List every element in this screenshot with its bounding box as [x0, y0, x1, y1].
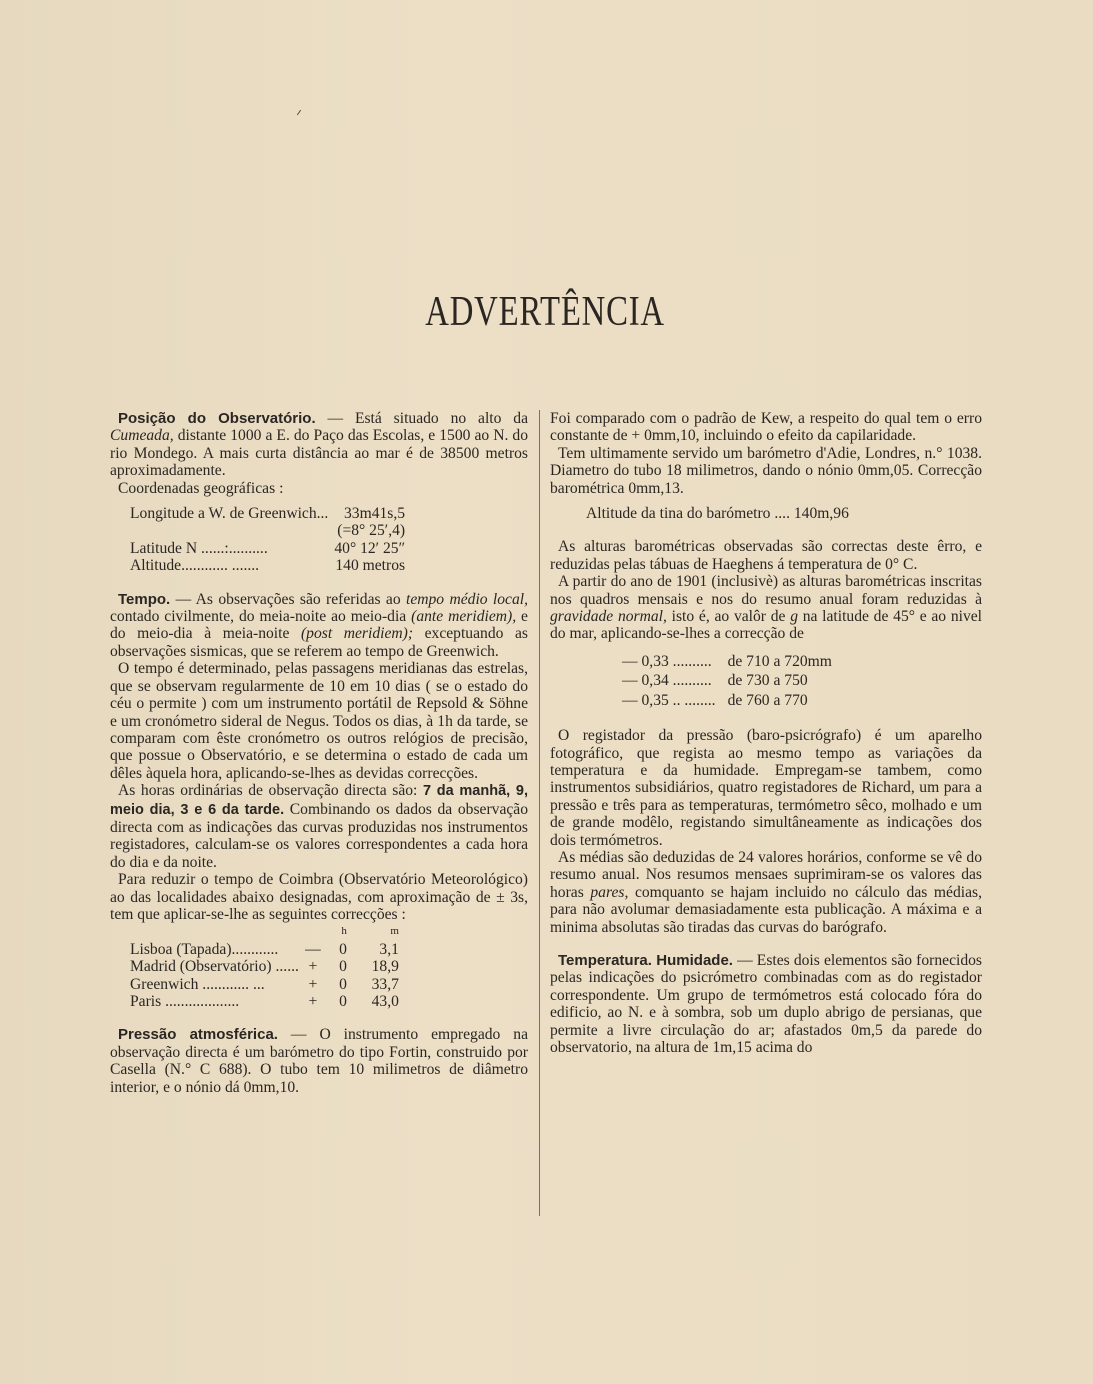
- adie-paragraph: Tem ultimamente servido um barómetro d'Adie, Londres, n.° 1038. Diametro do tubo 18 milimetros, dando o nónio 0mm,05. Correcção barométrica 0mm,13.: [550, 444, 982, 497]
- registrar-paragraph: O registador da pressão (baro-psicrógrafo) é um aparelho fotográfico, que regista ao mesmo tempo as variações da temperatura e da humidade. Empregam-se tambem, como instrumentos subsidiários, quatro registadores de Richard, um para a pressão e três para as temperaturas, termómetro sêco, molhado e um de grande modêlo, registando simultâneamente as indicações dos dois termómetros.: [550, 727, 982, 849]
- gravity-text-3: na latitude de 45° e ao nivel do mar, aplicando-se-lhes a correcção de: [550, 608, 983, 643]
- temperature-heading: Temperatura. Humidade.: [558, 951, 733, 969]
- sign: +: [308, 958, 318, 976]
- corrections-table: [130, 923, 399, 1010]
- kew-paragraph: Foi comparado com o padrão de Kew, a respeito do qual tem o erro constante de + 0mm,10, incluindo o efeito da capilaridade.: [550, 410, 982, 445]
- coords-table: [130, 505, 405, 575]
- tempo-text-1: — As observações são referidas ao: [170, 590, 406, 608]
- coord-label: Altitude............ .......: [130, 557, 260, 575]
- coord-row: [130, 540, 405, 557]
- right-column: [550, 410, 982, 1056]
- gravity-range: de 760 a 770: [727, 691, 808, 709]
- tempo-paragraph-4: Para reduzir o tempo de Coimbra (Observatório Meteorológico) ao das localidades abaixo designadas, com aproximação de ± 3s, tem que aplicar-se-lhe as seguintes correcções :: [110, 871, 528, 923]
- gravity-g: g: [790, 608, 798, 626]
- units-row: [130, 923, 399, 940]
- tempo-text-3: e do meio-dia à meia-noite: [110, 608, 528, 643]
- tempo-em-2: (ante meridiem),: [411, 608, 517, 626]
- tempo-em-3: (post meridiem);: [300, 625, 414, 643]
- hours: 0: [339, 993, 347, 1010]
- means-paragraph: [550, 849, 982, 936]
- tempo-em-1: tempo médio local,: [406, 590, 528, 608]
- sign: —: [305, 940, 321, 958]
- tempo-paragraph-2: O tempo é determinado, pelas passagens meridianas das estrelas, que se observam regularmente de 10 em 10 dias ( se o estado do céu o permite ) com um instrumento portátil de Repsold & Söhne e um cronómetro sideral de Negus. Todos os dias, à 1h da tarde, se comparam com êste cronómetro os outros relógios de precisão, que possue o Observatório, e se determina o estado de cada um dêles àquela hora, aplicando-se-lhes as devidas correcções.: [110, 660, 528, 782]
- coord-label: Latitude N ......:..........: [130, 539, 268, 557]
- means-text-2: comquanto se hajam incluido no cálculo das médias, para não avolumar demasiadamente esta publicação. A máxima e a minima absolutas são tiradas das curvas do barógrafo.: [550, 883, 982, 936]
- position-text-2: distante 1000 a E. do Paço das Escolas, e 1500 ao N. do rio Mondego. A mais curta distância ao mar é de 38500 metros aproximadamente.: [110, 427, 528, 480]
- pressure-paragraph: [110, 1026, 528, 1096]
- table-row: [622, 672, 832, 689]
- place: Madrid (Observatório) ......: [130, 958, 299, 976]
- table-row: [130, 993, 399, 1010]
- gravity-paragraph: [550, 573, 982, 643]
- temperature-text: — Estes dois elementos são fornecidos pelas indicações do psicrómetro combinadas com as do registador correspondente. Um grupo de termómetros está colocado fóra do edificio, ao N. e à sombra, sob um duplo abrigo de persianas, que permite a livre circulação do ar; afastados 0m,5 da parede do observatorio, na altura de 1m,15 acima do: [550, 951, 983, 1056]
- altitude-line: Altitude da tina do barómetro .... 140m,96: [586, 505, 849, 523]
- gravity-text-1: A partir do ano de 1901 (inclusivè) as alturas barométricas inscritas nos quadros mensais e nos do resumo anual foram reduzidas à: [550, 573, 982, 608]
- gravity-corr: — 0,34 ..........: [622, 672, 712, 690]
- position-paragraph: [110, 410, 528, 480]
- haeghens-paragraph: As alturas barométricas observadas são correctas deste êrro, e reduzidas pelas tábuas de Haeghens á temperatura de 0° C.: [550, 538, 982, 573]
- table-row: [622, 653, 832, 670]
- gravity-em: gravidade normal,: [550, 608, 667, 626]
- minutes: 33,7: [371, 975, 399, 993]
- gravity-table: [620, 651, 834, 711]
- gravity-range: de 730 a 750: [727, 672, 808, 690]
- minutes: 3,1: [379, 940, 399, 958]
- coord-label: Longitude a W. de Greenwich...: [130, 505, 329, 523]
- place: Lisboa (Tapada)............: [130, 940, 279, 958]
- gravity-range: de 710 a 720mm: [727, 652, 832, 670]
- page-title: ADVERTÊNCIA: [425, 289, 665, 335]
- left-column: [110, 410, 528, 1096]
- place: Paris ...................: [130, 993, 240, 1010]
- column-divider: [539, 410, 540, 1216]
- hours-bold: 7 da manhã, 9, meio dia, 3 e 6 da tarde.: [110, 783, 528, 818]
- stray-mark: [297, 110, 301, 115]
- tempo-text-2: contado civilmente, do meia-noite ao meio-dia: [110, 608, 412, 626]
- table-row: [130, 976, 399, 993]
- coord-value: (=8° 25′,4): [337, 522, 406, 540]
- coord-row: [130, 505, 405, 522]
- unit-m: m: [390, 925, 399, 938]
- position-text-1: — Está situado no alto da: [315, 410, 528, 427]
- table-row: [622, 692, 832, 709]
- minutes: 18,9: [371, 958, 399, 976]
- table-row: [130, 941, 399, 958]
- minutes: 43,0: [371, 993, 399, 1010]
- coords-label: Coordenadas geográficas :: [118, 479, 284, 497]
- coord-label: [130, 522, 328, 539]
- place: Greenwich ............ ...: [130, 975, 265, 993]
- hours: 0: [339, 958, 347, 976]
- gravity-corr: — 0,33 ..........: [622, 652, 712, 670]
- hours-text-2: Combinando os dados da observação directa com as indicações das curvas produzidas nos instrumentos registadores, calculam-se os valores correspondentes a cada hora do dia e da noite.: [110, 800, 528, 871]
- sign: +: [308, 975, 318, 993]
- tempo-heading: Tempo.: [118, 590, 171, 608]
- unit-h: h: [341, 925, 347, 938]
- sign: +: [308, 993, 318, 1010]
- pressure-text: — O instrumento empregado na observação directa é um barómetro do tipo Fortin, construido por Casella (N.° C 688). O tubo tem 10 milimetros de diâmetro interior, e o nónio dá 0mm,10.: [110, 1026, 528, 1096]
- tempo-paragraph-3: [110, 782, 528, 871]
- tempo-paragraph: [110, 591, 528, 661]
- table-row: [130, 958, 399, 975]
- temperature-paragraph: [550, 952, 982, 1056]
- coord-value: 40° 12′ 25″: [334, 539, 406, 557]
- coord-row: [130, 522, 405, 539]
- tempo-text-4: exceptuando as observações sismicas, que se referem ao tempo de Greenwich.: [110, 625, 528, 660]
- means-em: pares,: [590, 883, 629, 901]
- coord-row: [130, 557, 405, 574]
- coord-value: 33m41s,5: [343, 505, 406, 523]
- gravity-corr: — 0,35 .. ........: [622, 691, 716, 709]
- cumeada: Cumeada,: [110, 427, 174, 445]
- hours-text-1: As horas ordinárias de observação directa são:: [118, 782, 423, 800]
- position-heading: Posição do Observatório.: [118, 410, 316, 427]
- coord-value: 140 metros: [335, 557, 406, 575]
- means-text-1: As médias são deduzidas de 24 valores horários, conforme se vê do resumo anual. Nos resumos mensaes suprimiram-se os valores das horas: [550, 848, 982, 901]
- hours: 0: [339, 940, 347, 958]
- pressure-heading: Pressão atmosférica.: [118, 1026, 278, 1044]
- hours: 0: [339, 975, 347, 993]
- gravity-text-2: isto é, ao valôr de: [666, 608, 791, 626]
